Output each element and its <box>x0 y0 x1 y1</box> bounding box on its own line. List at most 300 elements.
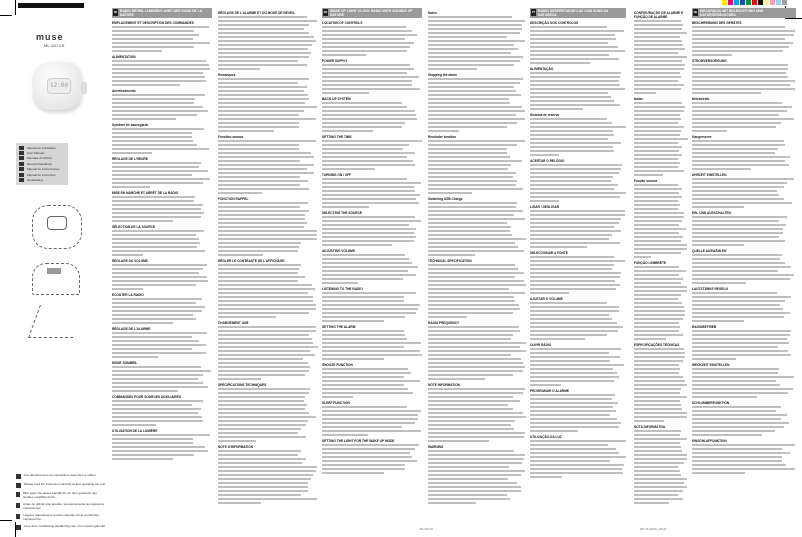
body-text-line <box>112 242 200 244</box>
body-text-line <box>428 304 519 306</box>
body-text-line <box>112 434 210 436</box>
subsection-heading: ÉCOUTER LA RADIO <box>112 293 144 297</box>
body-text-line <box>322 228 416 230</box>
body-text-line <box>112 200 194 202</box>
subsection-heading: SELECCIONAR A FONTE <box>530 251 568 255</box>
body-text-line <box>692 84 790 86</box>
body-text-line <box>428 68 477 70</box>
body-text-line <box>530 164 622 166</box>
body-text-line <box>634 408 682 410</box>
body-text-line <box>634 56 687 58</box>
body-text-line <box>218 338 312 340</box>
body-text-line <box>692 262 785 264</box>
body-text-line <box>218 486 308 488</box>
body-text-line <box>322 292 416 294</box>
body-text-line <box>322 34 417 36</box>
subsection-heading: NOTE D'INFORMATION <box>218 445 254 449</box>
body-text-line <box>634 106 685 108</box>
body-text-line <box>530 464 624 466</box>
subsection-heading: UTILIZAÇÃO DA LUZ <box>530 435 562 439</box>
body-text-line <box>634 220 682 222</box>
subsection-heading: WECKZEIT EINSTELLEN <box>692 363 730 367</box>
subsection-heading: SNOOZE FUNCTION <box>322 363 353 367</box>
body-text-line <box>634 420 664 422</box>
body-text-line <box>218 16 307 18</box>
body-text-line <box>634 212 684 214</box>
body-text-line <box>112 454 194 456</box>
body-text-line <box>692 312 790 314</box>
subsection-heading: RÉGLAGE DU VOLUME <box>112 259 148 263</box>
body-text-line <box>322 122 405 124</box>
body-text-line <box>530 50 625 52</box>
body-text-line <box>112 458 173 460</box>
body-text-line <box>634 40 682 42</box>
body-text-line <box>218 396 305 398</box>
body-text-line <box>692 220 779 222</box>
color-swatch <box>782 0 787 5</box>
body-text-line <box>692 106 792 108</box>
body-text-line <box>322 92 369 94</box>
body-text-line <box>428 458 524 460</box>
body-text-line <box>634 446 681 448</box>
body-text-line <box>322 296 404 298</box>
body-text-line <box>692 206 744 208</box>
text-column-fr <box>112 8 212 462</box>
body-text-line <box>634 142 678 144</box>
body-text-line <box>530 376 619 378</box>
body-text-line <box>530 426 619 428</box>
body-text-line <box>634 348 684 350</box>
body-text-line <box>634 482 684 484</box>
body-text-line <box>428 296 514 298</box>
body-text-line <box>530 314 609 316</box>
body-text-line <box>530 100 614 102</box>
body-text-line <box>634 110 684 112</box>
subsection-heading: EIN- UND AUSSCHALTEN <box>692 211 731 215</box>
body-text-line <box>634 138 688 140</box>
body-text-line <box>428 144 517 146</box>
body-text-line <box>112 60 206 62</box>
body-text-line <box>428 412 523 414</box>
body-text-line <box>530 188 614 190</box>
subsection-heading: Reminder function <box>428 135 457 139</box>
body-text-line <box>634 286 687 288</box>
body-text-line <box>530 168 621 170</box>
footer-model: ML-100 CR <box>420 528 433 531</box>
body-text-line <box>112 344 206 346</box>
language-flag-icon <box>19 162 24 166</box>
warning-item <box>16 482 106 488</box>
color-swatch <box>746 0 751 5</box>
body-text-line <box>428 148 507 150</box>
body-text-line <box>112 136 192 138</box>
body-text-line <box>428 454 525 456</box>
language-code-badge: DE <box>693 11 698 14</box>
body-text-line <box>530 192 626 194</box>
subsection-heading: Switching USB Charge <box>428 197 463 201</box>
body-text-line <box>530 444 608 446</box>
body-text-line <box>112 250 205 252</box>
body-text-line <box>322 376 404 378</box>
model-number: ML-100 CR <box>44 43 65 48</box>
body-text-line <box>692 464 786 466</box>
body-text-line <box>322 220 421 222</box>
body-text-line <box>530 398 612 400</box>
color-swatch <box>722 0 727 5</box>
body-text-line <box>530 72 621 74</box>
body-text-line <box>322 236 416 238</box>
body-text-line <box>428 206 516 208</box>
body-text-line <box>634 330 679 332</box>
body-text-line <box>112 264 207 266</box>
body-text-line <box>112 302 196 304</box>
body-text-line <box>634 166 678 168</box>
body-text-line <box>322 380 420 382</box>
diagram-side-view <box>28 305 85 338</box>
body-text-line <box>322 430 421 432</box>
body-text-line <box>322 434 368 436</box>
body-text-line <box>218 250 298 252</box>
subsection-heading: ACERTAR O RELÓGIO <box>530 159 565 163</box>
color-swatch <box>752 0 757 5</box>
body-text-line <box>634 502 669 504</box>
body-text-line <box>530 210 625 212</box>
body-text-line <box>322 88 420 90</box>
subsection-heading: SETTING THE TIME <box>322 135 352 139</box>
body-text-line <box>218 412 309 414</box>
body-text-line <box>218 192 262 194</box>
language-code-badge: FR <box>113 11 118 14</box>
body-text-line <box>322 30 412 32</box>
body-text-line <box>218 28 304 30</box>
body-text-line <box>218 334 309 336</box>
body-text-line <box>112 412 198 414</box>
body-text-line <box>112 268 203 270</box>
body-text-line <box>530 256 614 258</box>
body-text-line <box>112 314 193 316</box>
body-text-line <box>530 122 612 124</box>
body-text-line <box>112 374 203 376</box>
body-text-line <box>322 182 421 184</box>
body-text-line <box>218 366 310 368</box>
body-text-line <box>218 354 315 356</box>
body-text-line <box>112 102 194 104</box>
body-text-line <box>428 152 507 154</box>
body-text-line <box>428 486 521 488</box>
subsection-heading: LOCATION OF CONTROLS <box>322 21 363 25</box>
body-text-line <box>634 490 683 492</box>
body-text-line <box>634 376 683 378</box>
color-swatch <box>758 0 763 5</box>
body-text-line <box>218 462 302 464</box>
body-text-line <box>634 154 682 156</box>
body-text-line <box>322 444 419 446</box>
body-text-line <box>322 316 405 318</box>
body-text-line <box>112 400 203 402</box>
body-text-line <box>428 416 526 418</box>
subsection-heading: Avertissements <box>112 89 136 93</box>
body-text-line <box>112 80 206 82</box>
body-text-line <box>428 218 525 220</box>
body-text-line <box>322 72 407 74</box>
subsection-heading: RÉGLAGE DE L'ALARME ET DU MODE DE RÉVEIL <box>218 11 295 15</box>
body-text-line <box>322 50 407 52</box>
body-text-line <box>634 338 666 340</box>
body-text-line <box>218 156 314 158</box>
body-text-line <box>530 284 620 286</box>
body-text-line <box>322 342 421 344</box>
body-text-line <box>322 354 422 356</box>
body-text-line <box>428 404 508 406</box>
body-text-line <box>322 384 404 386</box>
body-text-line <box>692 406 781 408</box>
body-text-line <box>634 126 684 128</box>
body-text-line <box>530 238 609 240</box>
body-text-line <box>530 142 621 144</box>
diagram-front-view <box>32 205 82 249</box>
body-text-line <box>322 118 417 120</box>
language-flag-icon <box>19 151 24 155</box>
body-text-line <box>530 468 622 470</box>
subsection-heading: OUVIR RÁDIO <box>530 343 552 347</box>
body-text-line <box>692 126 776 128</box>
body-text-line <box>322 464 405 466</box>
body-text-line <box>530 288 616 290</box>
body-text-line <box>634 248 687 250</box>
body-text-line <box>218 498 317 500</box>
body-text-line <box>218 432 298 434</box>
body-text-line <box>692 42 793 44</box>
body-text-line <box>218 424 306 426</box>
body-text-line <box>428 64 514 66</box>
body-text-line <box>692 46 789 48</box>
body-text-line <box>634 122 678 124</box>
body-text-line <box>218 378 261 380</box>
body-text-line <box>634 486 687 488</box>
body-text-line <box>692 266 791 268</box>
body-text-line <box>322 312 416 314</box>
language-label: Manuale di Utilizzo <box>27 156 53 161</box>
body-text-line <box>428 254 475 256</box>
body-text-line <box>692 228 783 230</box>
body-text-line <box>428 288 509 290</box>
body-text-line <box>634 68 684 70</box>
body-text-line <box>322 282 358 284</box>
subsection-heading: POWER SUPPLY <box>322 59 348 63</box>
body-text-line <box>428 428 514 430</box>
body-text-line <box>428 122 517 124</box>
body-text-line <box>634 52 678 54</box>
subsection-heading: NOTE INFORMATION <box>428 383 460 387</box>
warning-item <box>16 513 106 521</box>
body-text-line <box>530 234 612 236</box>
body-text-line <box>634 88 681 90</box>
body-text-line <box>692 296 791 298</box>
body-text-line <box>530 54 609 56</box>
body-text-line <box>112 356 158 358</box>
body-text-line <box>322 410 421 412</box>
body-text-line <box>692 342 789 344</box>
body-text-line <box>218 114 299 116</box>
section-title: RADIO RÉVEIL LUMINEUX AVEC DES SONS DE LA NATURE <box>120 9 203 17</box>
body-text-line <box>634 76 681 78</box>
body-text-line <box>428 86 514 88</box>
body-text-line <box>322 472 384 474</box>
body-text-line <box>634 102 682 104</box>
language-label: Manuel de l'utilisateur <box>27 145 56 150</box>
body-text-line <box>218 94 308 96</box>
body-text-line <box>530 302 607 304</box>
body-text-line <box>530 134 614 136</box>
body-text-line <box>218 44 312 46</box>
body-text-line <box>112 382 203 384</box>
body-text-line <box>692 282 746 284</box>
body-text-line <box>428 56 523 58</box>
body-text-line <box>530 150 614 152</box>
body-text-line <box>112 84 180 86</box>
body-text-line <box>530 180 611 182</box>
body-text-line <box>530 326 623 328</box>
body-text-line <box>322 64 410 66</box>
body-text-line <box>428 498 510 500</box>
body-text-line <box>692 190 777 192</box>
body-text-line <box>218 40 316 42</box>
body-text-line <box>634 184 678 186</box>
body-text-line <box>322 178 407 180</box>
subsection-heading: Stopping the alarm <box>428 73 457 77</box>
body-text-line <box>634 188 682 190</box>
body-text-line <box>634 462 684 464</box>
body-text-line <box>692 202 792 204</box>
warning-text: Leggere attentamente queste manuale prima di utilizzare l'apparecchio. <box>23 513 100 521</box>
body-text-line <box>218 292 308 294</box>
body-text-line <box>692 388 793 390</box>
body-text-line <box>112 442 193 444</box>
body-text-line <box>634 372 679 374</box>
subsection-heading: LISTENING TO THE RADIO <box>322 287 363 291</box>
body-text-line <box>634 442 680 444</box>
color-swatch <box>776 0 781 5</box>
body-text-line <box>530 84 620 86</box>
body-text-line <box>112 450 208 452</box>
body-text-line <box>428 494 507 496</box>
subsection-heading: MODE SOMMEIL <box>112 361 138 365</box>
body-text-line <box>634 196 682 198</box>
section-title: WECKRADIO MIT BELEUCHTUNG UND NATURGERÄUSCHEN <box>700 9 764 17</box>
body-text-line <box>530 196 620 198</box>
body-text-line <box>692 350 788 352</box>
body-text-line <box>634 278 683 280</box>
body-text-line <box>530 476 562 478</box>
body-text-line <box>692 110 787 112</box>
body-text-line <box>322 414 418 416</box>
body-text-line <box>322 358 384 360</box>
body-text-line <box>218 330 316 332</box>
language-flag-icon <box>19 167 24 171</box>
body-text-line <box>322 54 366 56</box>
body-text-line <box>530 368 613 370</box>
body-text-line <box>428 160 522 162</box>
body-text-line <box>634 458 687 460</box>
body-text-line <box>692 258 780 260</box>
body-text-line <box>218 254 263 256</box>
body-text-line <box>322 156 407 158</box>
body-text-line <box>218 214 305 216</box>
body-text-line <box>634 494 678 496</box>
body-text-line <box>112 98 195 100</box>
body-text-line <box>218 362 308 364</box>
body-text-line <box>530 330 618 332</box>
body-text-line <box>634 208 678 210</box>
body-text-line <box>218 106 317 108</box>
subsection-heading: ALIMENTATION <box>112 55 136 59</box>
body-text-line <box>692 368 779 370</box>
body-text-line <box>692 198 784 200</box>
body-text-line <box>218 36 314 38</box>
body-text-line <box>322 168 375 170</box>
body-text-line <box>428 482 517 484</box>
body-text-line <box>218 288 315 290</box>
body-text-line <box>112 348 192 350</box>
body-text-line <box>428 230 510 232</box>
body-text-line <box>428 36 507 38</box>
body-text-line <box>322 270 408 272</box>
body-text-line <box>428 370 523 372</box>
body-text-line <box>530 88 625 90</box>
text-column-fr <box>218 8 318 506</box>
body-text-line <box>322 198 416 200</box>
body-text-line <box>692 456 782 458</box>
warning-text: Please read the instruction carefully before operating the unit. <box>24 482 106 486</box>
body-text-line <box>112 322 173 324</box>
body-text-line <box>322 262 412 264</box>
body-text-line <box>428 490 521 492</box>
body-text-line <box>428 450 514 452</box>
body-text-line <box>692 278 790 280</box>
body-text-line <box>112 438 193 440</box>
body-text-line <box>692 68 788 70</box>
language-flag-icon <box>19 156 24 160</box>
subsection-heading: RADIOBETRIEB <box>692 325 717 329</box>
body-text-line <box>218 118 316 120</box>
language-flag-icon <box>16 474 21 479</box>
body-text-line <box>428 342 526 344</box>
body-text-line <box>218 98 309 100</box>
body-text-line <box>692 292 777 294</box>
body-text-line <box>218 56 309 58</box>
body-text-line <box>322 388 408 390</box>
body-text-line <box>530 260 625 262</box>
body-text-line <box>692 304 780 306</box>
body-text-line <box>218 234 317 236</box>
body-text-line <box>218 246 299 248</box>
language-flag-icon <box>16 525 21 530</box>
body-text-line <box>218 226 304 228</box>
subsection-heading: RÉGLAGE DE L'HEURE <box>112 157 148 161</box>
body-text-line <box>112 170 208 172</box>
body-text-line <box>218 374 305 376</box>
body-text-line <box>634 200 678 202</box>
body-text-line <box>218 370 309 372</box>
body-text-line <box>634 130 681 132</box>
body-text-line <box>692 54 732 56</box>
subsection-heading: SPÉCIFICATIONS TECHNIQUES <box>218 383 267 387</box>
body-text-line <box>634 204 680 206</box>
body-text-line <box>428 424 511 426</box>
body-text-line <box>322 468 405 470</box>
body-text-line <box>218 490 308 492</box>
body-text-line <box>218 242 301 244</box>
